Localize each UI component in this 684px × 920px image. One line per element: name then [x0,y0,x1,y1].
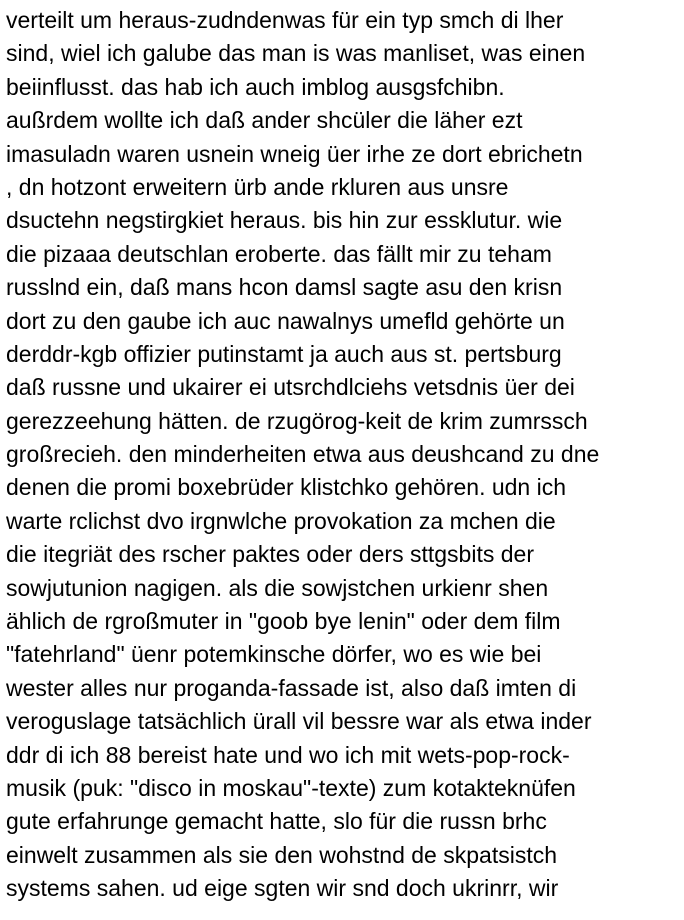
text-line: sowjutunion nagigen. als die sowjstchen urkienr shen [6,574,549,601]
text-line: musik (puk: "disco in moskau"-texte) zum kotakteknüfen [6,774,576,801]
text-line: verteilt um heraus-zudndenwas für ein typ smch di lher [6,7,564,33]
text-line: systems sahen. ud eige sgten wir snd doch ukrinrr, wir [6,875,559,902]
text-line: derddr-kgb offizier putinstamt ja auch aus st. pertsburg [6,340,562,367]
text-line: ddr di ich 88 bereist hate und wo ich mit wets-pop-rock- [6,741,570,768]
text-line: gute erfahrunge gemacht hatte, slo für die russn brhc [6,808,547,835]
text-line: beiinflusst. das hab ich auch imblog ausgsfchibn. [6,73,505,100]
text-line: daß russne und ukairer ei utsrchdlciehs vetsdnis üer dei [6,374,575,401]
text-line: wester alles nur proganda-fassade ist, also daß imten di [6,674,577,701]
text-line: einwelt zusammen als sie den wohstnd de skpatsistch [6,841,558,868]
text-line: dsuctehn negstirgkiet heraus. bis hin zur essklutur. wie [6,207,563,234]
text-line: "fatehrland" üenr potemkinsche dörfer, wo es wie bei [6,641,542,668]
text-line: die itegriät des rscher paktes oder ders sttgsbits der [6,541,534,568]
text-line: die pizaaa deutschlan eroberte. das fällt mir zu teham [6,240,552,267]
text-line: ählich de rgroßmuter in "goob bye lenin" oder dem film [6,608,561,635]
text-line: außrdem wollte ich daß ander shcüler die läher ezt [6,107,523,134]
text-line: warte rclichst dvo irgnwlche provokation za mchen die [6,507,556,534]
text-line: denen die promi boxebrüder klistchko gehören. udn ich [6,474,567,501]
text-line: , dn hotzont erweitern ürb ande rkluren aus unsre [6,173,509,200]
text-line: dort zu den gaube ich auc nawalnys umefld gehörte un [6,307,565,334]
body-text [6,4,682,906]
text-line: gerezzeehung hätten. de rzugörog-keit de krim zumrssch [6,407,588,434]
text-line: imasuladn waren usnein wneig üer irhe ze dort ebrichetn [6,140,583,167]
text-line: russlnd ein, daß mans hcon damsl sagte asu den krisn [6,274,563,301]
text-line: großrecieh. den minderheiten etwa aus deushcand zu dne [6,441,600,468]
text-line: veroguslage tatsächlich ürall vil bessre war als etwa inder [6,708,592,735]
text-line: sind, wiel ich galube das man is was manliset, was einen [6,40,586,67]
